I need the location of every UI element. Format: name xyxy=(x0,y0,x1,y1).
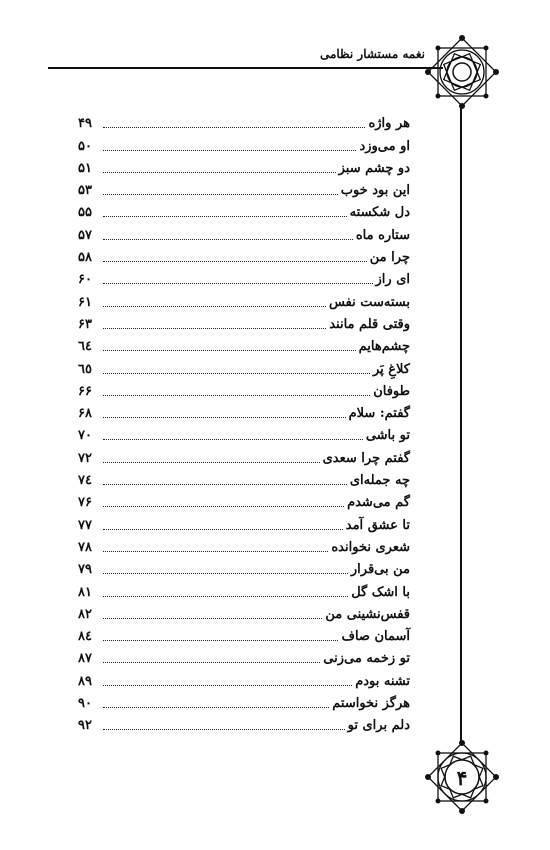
toc-entry-page: ۷٤ xyxy=(78,473,92,489)
toc-entry-title: ای راز xyxy=(375,272,410,288)
toc-entry-title: قفس‌نشینی من xyxy=(325,606,410,622)
toc-entry-title: گفتم: سلام xyxy=(348,406,410,422)
toc-entry[interactable] xyxy=(78,690,410,712)
toc-entry-title: من بی‌قرار xyxy=(350,562,410,578)
toc-dot-leader xyxy=(103,439,363,440)
toc-entry[interactable] xyxy=(78,667,410,689)
toc-entry-title: هرگز نخواستم xyxy=(332,696,410,712)
toc-entry-page: ۷۶ xyxy=(78,495,92,511)
toc-entry-title: شعری نخوانده xyxy=(331,539,410,555)
toc-entry[interactable] xyxy=(78,355,410,377)
toc-entry-title: بسته‌ست نفس xyxy=(328,294,410,310)
toc-dot-leader xyxy=(103,484,347,485)
toc-entry-page: ۶۱ xyxy=(78,294,92,310)
toc-entry-page: ٦٤ xyxy=(78,339,92,355)
toc-dot-leader xyxy=(103,618,322,619)
toc-dot-leader xyxy=(103,662,320,663)
toc-dot-leader xyxy=(103,551,328,552)
toc-dot-leader xyxy=(103,395,370,396)
toc-entry-page: ۸۲ xyxy=(78,606,92,622)
toc-entry-page: ۵۱ xyxy=(78,160,92,176)
toc-entry-page: ۸٤ xyxy=(78,629,92,645)
toc-dot-leader xyxy=(103,194,338,195)
toc-dot-leader xyxy=(103,150,356,151)
toc-entry[interactable] xyxy=(78,311,410,333)
toc-entry-title: آسمان صاف xyxy=(341,629,410,645)
toc-entry[interactable] xyxy=(78,132,410,154)
toc-entry-page: ۹۰ xyxy=(78,696,92,712)
toc-entry-title: چشم‌هایم xyxy=(358,339,410,355)
toc-entry[interactable] xyxy=(78,511,410,533)
toc-dot-leader xyxy=(103,261,367,262)
toc-dot-leader xyxy=(103,127,365,128)
toc-entry[interactable] xyxy=(78,534,410,556)
table-of-contents xyxy=(78,110,410,734)
toc-entry-title: دلم برای تو xyxy=(347,718,410,734)
toc-entry-page: ۹۲ xyxy=(78,718,92,734)
toc-entry[interactable] xyxy=(78,110,410,132)
toc-entry[interactable] xyxy=(78,177,410,199)
toc-entry-title: چه جمله‌ای xyxy=(349,473,410,489)
toc-entry-page: ۵۵ xyxy=(78,205,92,221)
toc-dot-leader xyxy=(103,216,347,217)
ornament-top-icon xyxy=(424,34,500,110)
toc-entry[interactable] xyxy=(78,244,410,266)
toc-entry-page: ۶۸ xyxy=(78,406,92,422)
toc-entry[interactable] xyxy=(78,489,410,511)
toc-dot-leader xyxy=(103,283,373,284)
toc-entry-title: او می‌وزد xyxy=(359,138,410,154)
toc-dot-leader xyxy=(103,596,348,597)
toc-entry[interactable] xyxy=(78,444,410,466)
toc-entry-title: گفتم چرا سعدی xyxy=(322,450,410,466)
toc-entry[interactable] xyxy=(78,266,410,288)
toc-dot-leader xyxy=(103,350,356,351)
toc-entry-page: ۷۰ xyxy=(78,428,92,444)
toc-entry-title: هر واژه xyxy=(368,116,410,132)
toc-dot-leader xyxy=(103,707,329,708)
toc-entry-title: تو زخمه می‌زنی xyxy=(323,651,410,667)
margin-rule xyxy=(460,105,462,745)
toc-entry-title: چرا من xyxy=(369,250,410,266)
toc-dot-leader xyxy=(103,417,346,418)
toc-entry[interactable] xyxy=(78,221,410,243)
toc-entry[interactable] xyxy=(78,467,410,489)
toc-entry-title: تو باشی xyxy=(365,428,410,444)
toc-dot-leader xyxy=(103,529,343,530)
toc-entry-page: ۷۹ xyxy=(78,562,92,578)
toc-entry-page: ۶۶ xyxy=(78,383,92,399)
toc-dot-leader xyxy=(103,462,320,463)
toc-entry-title: این بود خوب xyxy=(340,183,410,199)
toc-entry-title: دل شکسته xyxy=(349,205,410,221)
page-number: ۴ xyxy=(456,766,468,790)
toc-entry[interactable] xyxy=(78,623,410,645)
toc-entry[interactable] xyxy=(78,333,410,355)
toc-dot-leader xyxy=(103,573,348,574)
toc-entry-page: ۸۹ xyxy=(78,673,92,689)
toc-entry-title: تا عشق آمد xyxy=(345,517,410,533)
toc-entry-title: ستاره ماه xyxy=(355,227,410,243)
toc-entry-page: ۸۷ xyxy=(78,651,92,667)
toc-entry-title: دو چشم سبز xyxy=(338,160,410,176)
toc-entry-page: ٦٥ xyxy=(78,361,92,377)
toc-entry-page: ۶۳ xyxy=(78,316,92,332)
toc-entry[interactable] xyxy=(78,155,410,177)
toc-dot-leader xyxy=(103,506,344,507)
toc-entry[interactable] xyxy=(78,199,410,221)
toc-entry[interactable] xyxy=(78,645,410,667)
toc-entry[interactable] xyxy=(78,712,410,734)
toc-entry[interactable] xyxy=(78,601,410,623)
toc-dot-leader xyxy=(103,239,353,240)
toc-entry-page: ۶۰ xyxy=(78,272,92,288)
toc-entry-title: کلاغِ پَر xyxy=(372,361,410,377)
toc-entry[interactable] xyxy=(78,288,410,310)
toc-entry-page: ۷۷ xyxy=(78,517,92,533)
toc-entry-title: گم می‌شدم xyxy=(347,495,410,511)
toc-entry[interactable] xyxy=(78,378,410,400)
toc-entry-page: ۴۹ xyxy=(78,116,92,132)
toc-dot-leader xyxy=(103,373,370,374)
toc-entry[interactable] xyxy=(78,400,410,422)
toc-entry[interactable] xyxy=(78,578,410,600)
toc-entry[interactable] xyxy=(78,422,410,444)
author-name: نغمه مستشار نظامی xyxy=(319,47,425,61)
toc-entry-page: ۵۸ xyxy=(78,250,92,266)
toc-dot-leader xyxy=(103,685,352,686)
toc-entry-page: ۵۰ xyxy=(78,138,92,154)
toc-entry-title: وقتی قلم مانند xyxy=(329,316,410,332)
toc-entry-page: ۸۱ xyxy=(78,584,92,600)
toc-dot-leader xyxy=(103,729,345,730)
toc-entry-title: طوفان xyxy=(373,383,410,399)
toc-entry[interactable] xyxy=(78,556,410,578)
toc-entry-page: ۵۷ xyxy=(78,227,92,243)
toc-dot-leader xyxy=(103,640,338,641)
toc-entry-page: ۷۲ xyxy=(78,450,92,466)
toc-dot-leader xyxy=(103,328,326,329)
toc-entry-page: ۵۳ xyxy=(78,183,92,199)
toc-dot-leader xyxy=(103,306,326,307)
toc-entry-title: با اشک گل xyxy=(351,584,410,600)
toc-entry-page: ۷۸ xyxy=(78,539,92,555)
header-rule xyxy=(48,67,443,69)
toc-dot-leader xyxy=(103,172,336,173)
toc-entry-title: تشنه بودم xyxy=(355,673,410,689)
